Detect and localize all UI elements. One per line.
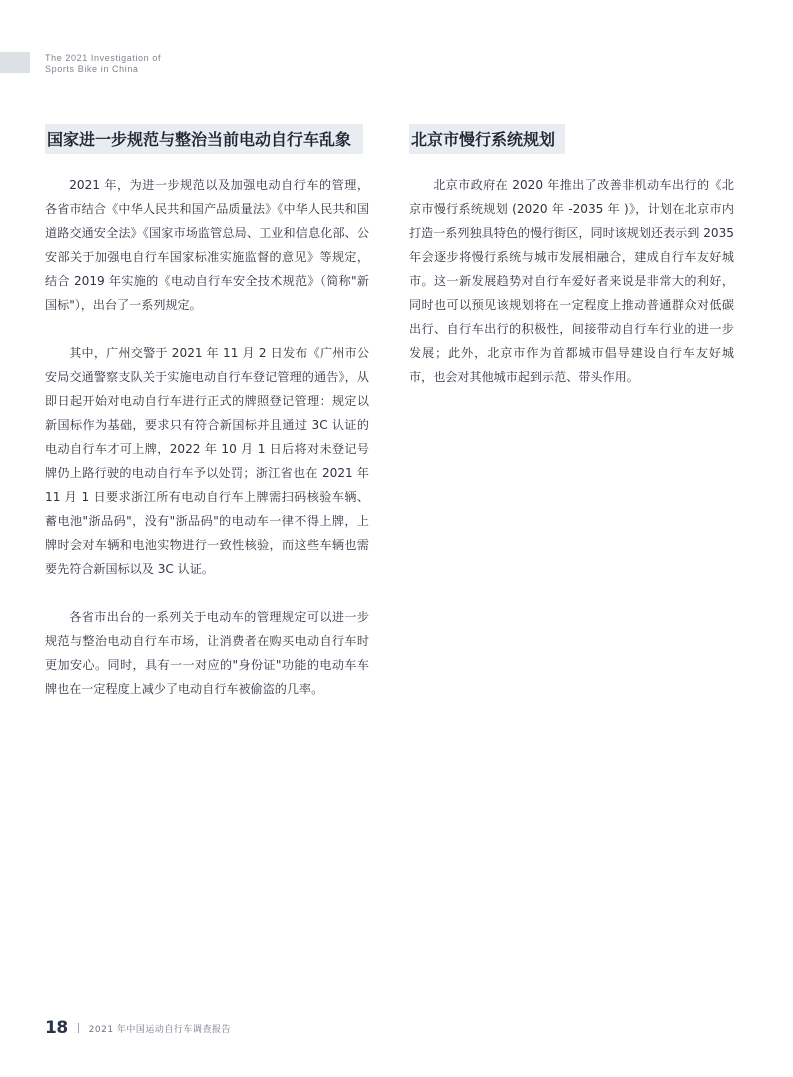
right-column: [409, 124, 734, 413]
footer-divider: [78, 1023, 79, 1033]
left-paragraph-2: 其中，广州交警于 2021 年 11 月 2 日发布《广州市公安局交通警察支队关于实施电动自行车登记管理的通告》，从即日起开始对电动自行车进行正式的牌照登记管理：规定以新国标作为基础，要求只有符合新国标并且通过 3C 认证的电动自行车才可上牌，2022 年 10 月 1 日后将对未登记号牌仍上路行驶的电动自行车予以处罚；浙江省也在 2021 年 11 月 1 日要求浙江所有电动自行车上牌需扫码核验车辆、蓄电池"浙品码"，没有"浙品码"的电动车一律不得上牌，上牌时会对车辆和电池实物进行一致性核验，而这些车辆也需要先符合新国标以及 3C 认证。: [45, 346, 369, 576]
left-paragraph-1: 2021 年，为进一步规范以及加强电动自行车的管理，各省市结合《中华人民共和国产品质量法》《中华人民共和国道路交通安全法》《国家市场监管总局、工业和信息化部、公安部关于加强电自行车国家标准实施监督的意见》等规定，结合 2019 年实施的《电动自行车安全技术规范》（简称"新国标"），出台了一系列规定。: [45, 178, 369, 312]
left-section-body: [45, 173, 369, 701]
right-paragraph-1: 北京市政府在 2020 年推出了改善非机动车出行的《北京市慢行系统规划 (2020 年 -2035 年 )》，计划在北京市内打造一系列独具特色的慢行街区，同时该规划还表示到 2035 年会逐步将慢行系统与城市发展相融合，建成自行车友好城市。这一新发展趋势对自行车爱好者来说是非常大的利好，同时也可以预见该规划将在一定程度上推动普通群众对低碳出行、自行车出行的积极性，间接带动自行车行业的进一步发展；此外，北京市作为首都城市倡导建设自行车友好城市，也会对其他城市起到示范、带头作用。: [409, 178, 734, 384]
left-paragraph-3: 各省市出台的一系列关于电动车的管理规定可以进一步规范与整治电动自行车市场，让消费者在购买电动自行车时更加安心。同时，具有一一对应的"身份证"功能的电动车车牌也在一定程度上减少了电动自行车被偷盗的几率。: [45, 610, 369, 696]
running-header: [45, 53, 161, 75]
page-number: 18: [45, 1018, 68, 1038]
right-section-body: [409, 173, 734, 389]
left-section-heading: 国家进一步规范与整治当前电动自行车乱象: [45, 124, 363, 154]
page-footer: [45, 1017, 231, 1039]
running-header-line-2: Sports Bike in China: [45, 64, 139, 74]
footer-report-title: 2021 年中国运动自行车调查报告: [88, 1024, 231, 1035]
left-column: [45, 124, 369, 725]
running-header-line-1: The 2021 Investigation of: [45, 53, 162, 63]
right-section-heading: 北京市慢行系统规划: [409, 124, 565, 154]
edge-tab-decoration: [0, 52, 30, 73]
